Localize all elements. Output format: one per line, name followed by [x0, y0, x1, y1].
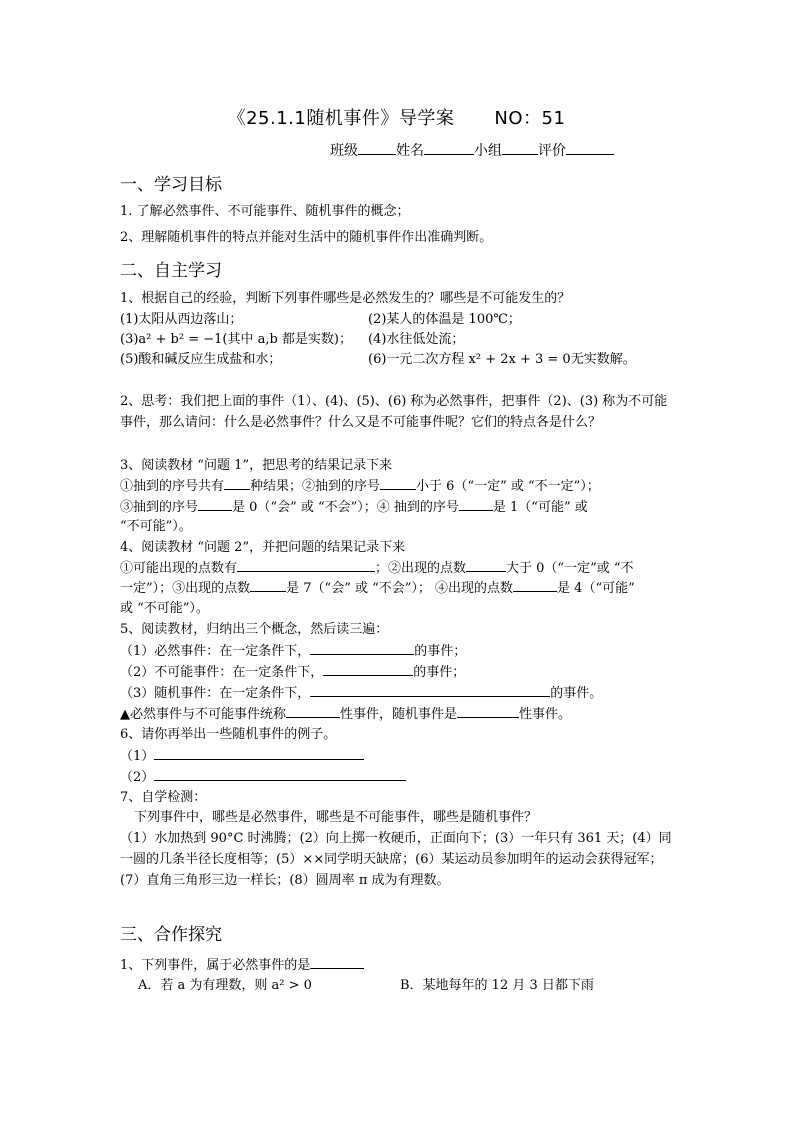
s3-q1-blank[interactable]: [310, 955, 364, 969]
title-text: 《25.1.1随机事件》导学案: [227, 108, 455, 129]
student-info-line: [330, 140, 614, 160]
q5-blank-4[interactable]: [286, 704, 340, 718]
q5-concept-2: [120, 662, 465, 682]
q6-example-1: [120, 746, 364, 766]
q4-blank-4[interactable]: [513, 578, 557, 592]
q3-blank-2[interactable]: [380, 476, 416, 490]
q4-a1-text-3: 大于 0（“一定”或 “不: [506, 561, 634, 576]
q1-prompt: 1、根据自己的经验，判断下列事件哪些是必然发生的？哪些是不可能发生的？: [120, 291, 571, 306]
q7-subprompt: 下列事件中，哪些是必然事件，哪些是不可能事件，哪些是随机事件？: [134, 810, 538, 825]
q4-a2-text-1: 一定”）；③出现的点数: [120, 581, 251, 596]
q6-label-2: （2）: [120, 770, 155, 785]
q1-event-2: (2)某人的体温是 100℃；: [368, 312, 521, 327]
q3-prompt: 3、阅读教材 “问题 1”，把思考的结果记录下来: [120, 458, 393, 473]
s3-q1-option-a: A．若 a 为有理数，则 a² > 0: [138, 978, 312, 993]
q5-prompt: 5、阅读教材，归纳出三个概念，然后读三遍：: [120, 622, 389, 637]
q5-c3-text-2: 的事件。: [550, 686, 603, 701]
section-heading-self-study: 二、自主学习: [120, 261, 222, 281]
q4-answer-line-1: [120, 558, 634, 578]
q1-event-3: (3)a² + b² = −1(其中 a,b 都是实数)；: [120, 332, 353, 347]
q5-note: [120, 704, 571, 724]
q3-a1-text-3: 小于 6（“一定” 或 “不一定”）；: [416, 479, 600, 494]
q3-a1-text-1: ①抽到的序号共有: [120, 479, 225, 494]
goal-item-2: 2、理解随机事件的特点并能对生活中的随机事件作出准确判断。: [120, 230, 493, 245]
q3-blank-3[interactable]: [198, 497, 232, 511]
q5-c2-text-1: （2）不可能事件：在一定条件下，: [120, 665, 324, 680]
q6-example-2: [120, 767, 406, 787]
section-heading-cooperation: 三、合作探究: [120, 925, 222, 945]
q5-note-text-1: ▲必然事件与不可能事件统称: [120, 707, 286, 722]
s3-q1: [120, 955, 364, 975]
q3-blank-4[interactable]: [459, 497, 493, 511]
q4-answer-line-2: [120, 578, 635, 598]
q4-blank-2[interactable]: [466, 558, 506, 572]
q7-prompt: 7、自学检测：: [120, 790, 207, 805]
score-label: 评价: [538, 143, 566, 159]
q6-blank-2[interactable]: [154, 767, 406, 781]
q3-answer-line-1: [120, 476, 600, 496]
q1-event-4: (4)水往低处流；: [368, 332, 465, 347]
q5-c1-text-1: （1）必然事件：在一定条件下，: [120, 644, 311, 659]
name-label: 姓名: [396, 143, 424, 159]
q2-text: 2、思考：我们把上面的事件（1）、(4)、(5)、(6) 称为必然事件，把事件（2)、(3) 称为不可能事件，那么请问：什么是必然事件？什么又是不可能事件呢？它们的特点各是什么？: [120, 394, 668, 430]
q1-event-1: (1)太阳从西边落山；: [120, 312, 243, 327]
q3-a1-text-2: 种结果；②抽到的序号: [250, 479, 381, 494]
q4-a2-text-3: 是 4（“可能”: [557, 581, 635, 596]
class-label: 班级: [330, 143, 358, 159]
q5-c1-text-2: 的事件；: [414, 644, 467, 659]
q4-prompt: 4、阅读教材 “问题 2”，并把问题的结果记录下来: [120, 540, 406, 555]
name-blank[interactable]: [424, 140, 474, 155]
q5-c3-text-1: （3）随机事件：在一定条件下，: [120, 686, 311, 701]
group-blank[interactable]: [502, 140, 538, 155]
q5-c2-text-2: 的事件；: [413, 665, 466, 680]
q3-answer-line-2: [120, 497, 588, 517]
q3-blank-1[interactable]: [224, 476, 250, 490]
q1-event-6: (6)一元二次方程 x² + 2x + 3 = 0无实数解。: [368, 352, 636, 367]
q5-blank-3[interactable]: [310, 683, 550, 697]
q5-concept-3: [120, 683, 602, 703]
q6-label-1: （1）: [120, 749, 155, 764]
q3-a2-text-3: 是 1（“可能” 或: [492, 500, 588, 515]
q5-note-text-3: 性事件。: [519, 707, 572, 722]
q4-blank-3[interactable]: [250, 578, 286, 592]
class-blank[interactable]: [358, 140, 396, 155]
q4-a1-text-1: ①可能出现的点数有: [120, 561, 238, 576]
q4-a2-text-2: 是 7（“会” 或 “不会”）； ④出现的点数: [286, 581, 514, 596]
q3-answer-line-3: “不可能”）。: [120, 519, 192, 534]
q5-blank-1[interactable]: [310, 641, 414, 655]
q6-blank-1[interactable]: [154, 746, 364, 760]
s3-q1-option-b: B．某地每年的 12 月 3 日都下雨: [400, 978, 594, 993]
worksheet-title: [0, 104, 793, 130]
q5-blank-5[interactable]: [457, 704, 519, 718]
s3-q1-text: 1、下列事件，属于必然事件的是: [120, 958, 311, 973]
group-label: 小组: [474, 143, 502, 159]
worksheet-number: NO：51: [494, 108, 566, 129]
goal-item-1: 1. 了解必然事件、不可能事件、随机事件的概念；: [120, 204, 410, 219]
score-blank[interactable]: [566, 140, 614, 155]
q4-blank-1[interactable]: [237, 558, 375, 572]
q3-a2-text-1: ③抽到的序号: [120, 500, 199, 515]
q5-blank-2[interactable]: [323, 662, 413, 676]
q5-concept-1: [120, 641, 466, 661]
section-heading-goals: 一、学习目标: [120, 175, 222, 195]
q4-a1-text-2: ；②出现的点数: [375, 561, 467, 576]
q1-event-5: (5)酸和碱反应生成盐和水；: [120, 352, 282, 367]
q7-body: （1）水加热到 90°C 时沸腾；(2）向上掷一枚硬币，正面向下；(3）一年只有 361 天；(4）同一圆的几条半径长度相等；(5）××同学明天缺席；(6）某运动员参加明年的运动会获得冠军；(7）直角三角形三边一样长；(8）圆周率 π 成为有理数。: [120, 831, 672, 888]
q5-note-text-2: 性事件，随机事件是: [340, 707, 458, 722]
q3-a2-text-2: 是 0（“会” 或 “不会”）；④ 抽到的序号: [232, 500, 459, 515]
q4-answer-line-3: 或 “不可能”）。: [120, 601, 209, 616]
q6-prompt: 6、请你再举出一些随机事件的例子。: [120, 727, 337, 742]
